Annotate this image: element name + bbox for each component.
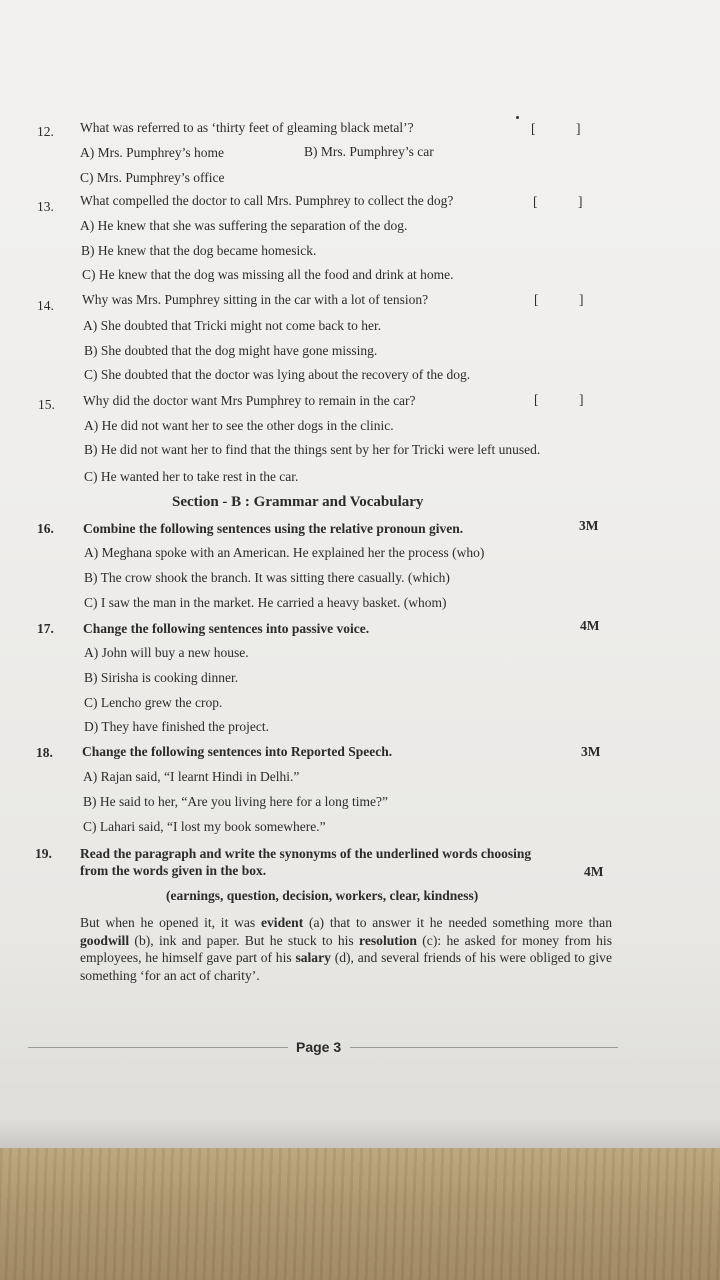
paragraph-text: But when he opened it, it was xyxy=(80,915,261,930)
answer-bracket-close: ] xyxy=(576,121,581,136)
marks-label: 3M xyxy=(579,518,599,533)
option-text: C) Lahari said, “I lost my book somewhere.” xyxy=(83,819,326,834)
question-text: Change the following sentences into Reported Speech. xyxy=(82,744,393,759)
option-text: B) He did not want her to find that the things sent by her for Tricki were left unused. xyxy=(84,442,541,457)
underlined-word: goodwill xyxy=(80,932,130,948)
page-number: Page 3 xyxy=(296,1039,342,1055)
footer-rule-left xyxy=(28,1047,288,1048)
option-text: B) The crow shook the branch. It was sitting there casually. (which) xyxy=(84,570,450,585)
underlined-word: resolution xyxy=(359,932,417,948)
answer-bracket-close: ] xyxy=(579,392,584,407)
question-text: Why was Mrs. Pumphrey sitting in the car with a lot of tension? xyxy=(82,292,429,307)
option-text: B) He said to her, “Are you living here for a long time?” xyxy=(83,794,388,809)
underlined-word: evident xyxy=(260,915,304,930)
option-text: B) He knew that the dog became homesick. xyxy=(81,243,317,258)
option-text: A) Rajan said, “I learnt Hindi in Delhi.” xyxy=(83,769,300,784)
word-box: (earnings, question, decision, workers, clear, kindness) xyxy=(166,888,479,903)
option-text: B) Mrs. Pumphrey’s car xyxy=(304,144,434,159)
option-text: A) Mrs. Pumphrey’s home xyxy=(80,145,224,160)
question-number: 18. xyxy=(36,745,53,760)
question-text: Change the following sentences into passive voice. xyxy=(83,621,370,636)
answer-bracket-open: [ xyxy=(534,292,539,307)
answer-bracket-open: [ xyxy=(531,121,536,136)
marks-label: 4M xyxy=(580,618,600,633)
question-number: 14. xyxy=(37,298,54,313)
paragraph-text: (c): he asked for money from his employees, he himself gave part of his xyxy=(80,932,613,965)
question-text: What compelled the doctor to call Mrs. Pumphrey to collect the dog? xyxy=(80,193,454,208)
section-heading: Section - B : Grammar and Vocabulary xyxy=(172,494,424,510)
question-text-line2: from the words given in the box. xyxy=(80,863,267,878)
option-text: B) Sirisha is cooking dinner. xyxy=(84,670,239,685)
underlined-word: salary xyxy=(295,950,331,965)
option-text: B) She doubted that the dog might have gone missing. xyxy=(84,343,378,358)
option-text: C) I saw the man in the market. He carried a heavy basket. (whom) xyxy=(84,595,447,610)
answer-bracket-open: [ xyxy=(534,392,539,407)
paragraph-text: (d), and several friends of his were obliged to give something ‘for an act of charity’. xyxy=(80,950,612,983)
paragraph-text: (b), ink and paper. But he stuck to his xyxy=(129,932,360,948)
option-text: D) They have finished the project. xyxy=(84,719,269,734)
question-text: Why did the doctor want Mrs Pumphrey to remain in the car? xyxy=(83,393,416,408)
option-text: A) She doubted that Tricki might not come back to her. xyxy=(83,318,382,333)
option-text: A) He knew that she was suffering the separation of the dog. xyxy=(80,218,408,233)
question-number: 17. xyxy=(37,621,54,636)
option-text: A) Meghana spoke with an American. He explained her the process (who) xyxy=(84,545,485,560)
wooden-table-surface xyxy=(0,1148,720,1280)
question-number: 12. xyxy=(37,124,54,139)
question-text: Combine the following sentences using the relative pronoun given. xyxy=(83,521,464,536)
question-text: What was referred to as ‘thirty feet of gleaming black metal’? xyxy=(80,120,414,135)
answer-bracket-close: ] xyxy=(579,292,584,307)
option-text: C) She doubted that the doctor was lying about the recovery of the dog. xyxy=(84,367,471,382)
option-text: C) Lencho grew the crop. xyxy=(84,695,223,710)
footer-rule-right xyxy=(350,1047,618,1048)
option-text: C) He wanted her to take rest in the car. xyxy=(84,469,299,484)
question-number: 16. xyxy=(37,521,54,536)
comprehension-paragraph xyxy=(80,914,612,984)
option-text: C) Mrs. Pumphrey’s office xyxy=(80,170,225,185)
option-text: C) He knew that the dog was missing all the food and drink at home. xyxy=(82,267,454,282)
question-number: 13. xyxy=(37,199,54,214)
answer-bracket-close: ] xyxy=(578,194,583,209)
question-text-line1: Read the paragraph and write the synonyms of the underlined words choosing xyxy=(80,846,532,861)
option-text: A) John will buy a new house. xyxy=(84,645,249,660)
question-number: 19. xyxy=(35,846,52,861)
marks-label: 3M xyxy=(581,744,601,759)
ink-dot xyxy=(516,116,519,119)
paragraph-text: (a) that to answer it he needed something more than xyxy=(303,915,612,930)
question-number: 15. xyxy=(38,397,55,412)
marks-label: 4M xyxy=(584,864,604,879)
paper-shadow xyxy=(0,1120,720,1150)
option-text: A) He did not want her to see the other dogs in the clinic. xyxy=(84,418,394,433)
answer-bracket-open: [ xyxy=(533,194,538,209)
